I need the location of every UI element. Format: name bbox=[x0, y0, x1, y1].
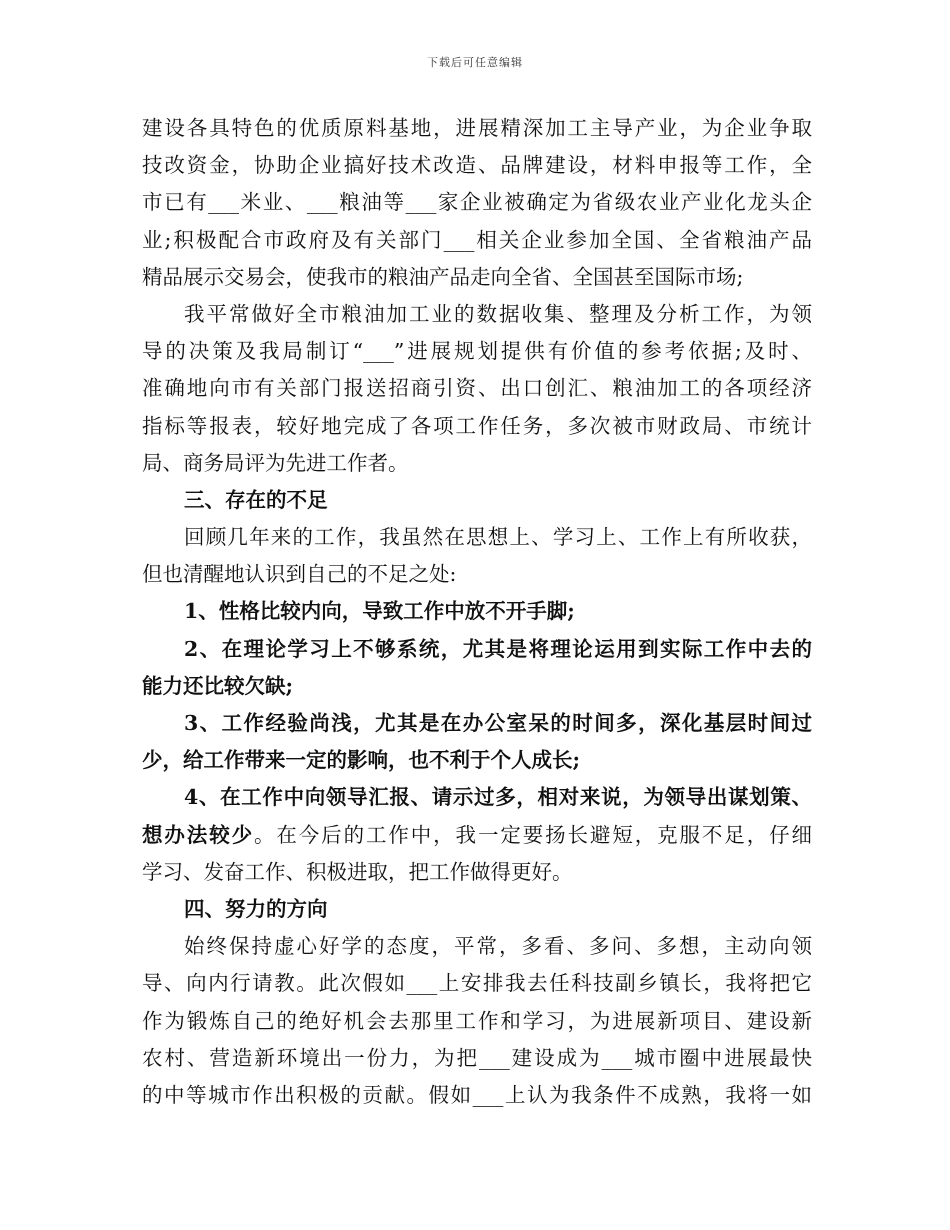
list-item: 3、工作经验尚浅，尤其是在办公室呆的时间多，深化基层时间过 bbox=[184, 711, 812, 735]
paragraph-line: 回顾几年来的工作，我虽然在思想上、学习上、工作上有所收获， bbox=[184, 525, 812, 550]
list-item: 4、在工作中向领导汇报、请示过多，相对来说，为领导出谋划策、 bbox=[184, 785, 812, 810]
paragraph-line: 市已有___米业、___粮油等___家企业被确定为省级农业产业化龙头企 bbox=[142, 190, 812, 215]
normal-run: 。在今后的工作中，我一定要扬长避短，克服不足，仔细 bbox=[253, 822, 812, 847]
list-item-continuation: 少，给工作带来一定的影响，也不利于个人成长; bbox=[142, 748, 581, 773]
paragraph-line: 业;积极配合市政府及有关部门___相关企业参加全国、全省粮油产品 bbox=[142, 227, 812, 252]
paragraph-line: 技改资金，协助企业搞好技术改造、品牌建设，材料申报等工作，全 bbox=[142, 153, 812, 178]
list-item: 2、在理论学习上不够系统，尤其是将理论运用到实际工作中去的 bbox=[184, 636, 812, 661]
paragraph-line: 我平常做好全市粮油加工业的数据收集、整理及分析工作，为领 bbox=[184, 301, 812, 326]
bold-run: 想办法较少 bbox=[142, 822, 254, 847]
paragraph-line: 始终保持虚心好学的态度，平常，多看、多问、多想，主动向领 bbox=[184, 934, 812, 959]
list-item-continuation: 能力还比较欠缺; bbox=[142, 673, 294, 698]
paragraph-line: 作为锻炼自己的绝好机会去那里工作和学习，为进展新项目、建设新 bbox=[142, 1008, 812, 1033]
paragraph-line: 准确地向市有关部门报送招商引资、出口创汇、粮油加工的各项经济 bbox=[142, 376, 812, 401]
paragraph-line: 指标等报表，较好地完成了各项工作任务，多次被市财政局、市统计 bbox=[142, 413, 812, 438]
paragraph-line: 局、商务局评为先进工作者。 bbox=[142, 450, 409, 475]
paragraph-line: 导的决策及我局制订“___”进展规划提供有价值的参考依据;及时、 bbox=[142, 339, 812, 364]
page-header: 下载后可任意编辑 bbox=[427, 56, 523, 69]
paragraph-line: 精品展示交易会，使我市的粮油产品走向全省、全国甚至国际市场; bbox=[142, 264, 744, 289]
paragraph-line: 建设各具特色的优质原料基地，进展精深加工主导产业，为企业争取 bbox=[142, 116, 812, 140]
paragraph-line: 但也清醒地认识到自己的不足之处: bbox=[142, 562, 457, 587]
paragraph-line: 学习、发奋工作、积极进取，把工作做得更好。 bbox=[142, 859, 573, 884]
paragraph-line: 农村、营造新环境出一份力，为把___建设成为___城市圈中进展最快 bbox=[142, 1045, 812, 1070]
paragraph-line: 的中等城市作出积极的贡献。假如___上认为我条件不成熟，我将一如 bbox=[142, 1082, 812, 1107]
list-item: 1、性格比较内向，导致工作中放不开手脚; bbox=[184, 599, 575, 624]
section-heading: 四、努力的方向 bbox=[184, 896, 328, 921]
body-text bbox=[142, 110, 812, 1114]
paragraph-line-mixed bbox=[142, 817, 812, 854]
paragraph-line: 导、向内行请教。此次假如___上安排我去任科技副乡镇长，我将把它 bbox=[142, 971, 812, 996]
section-heading: 三、存在的不足 bbox=[184, 487, 328, 512]
